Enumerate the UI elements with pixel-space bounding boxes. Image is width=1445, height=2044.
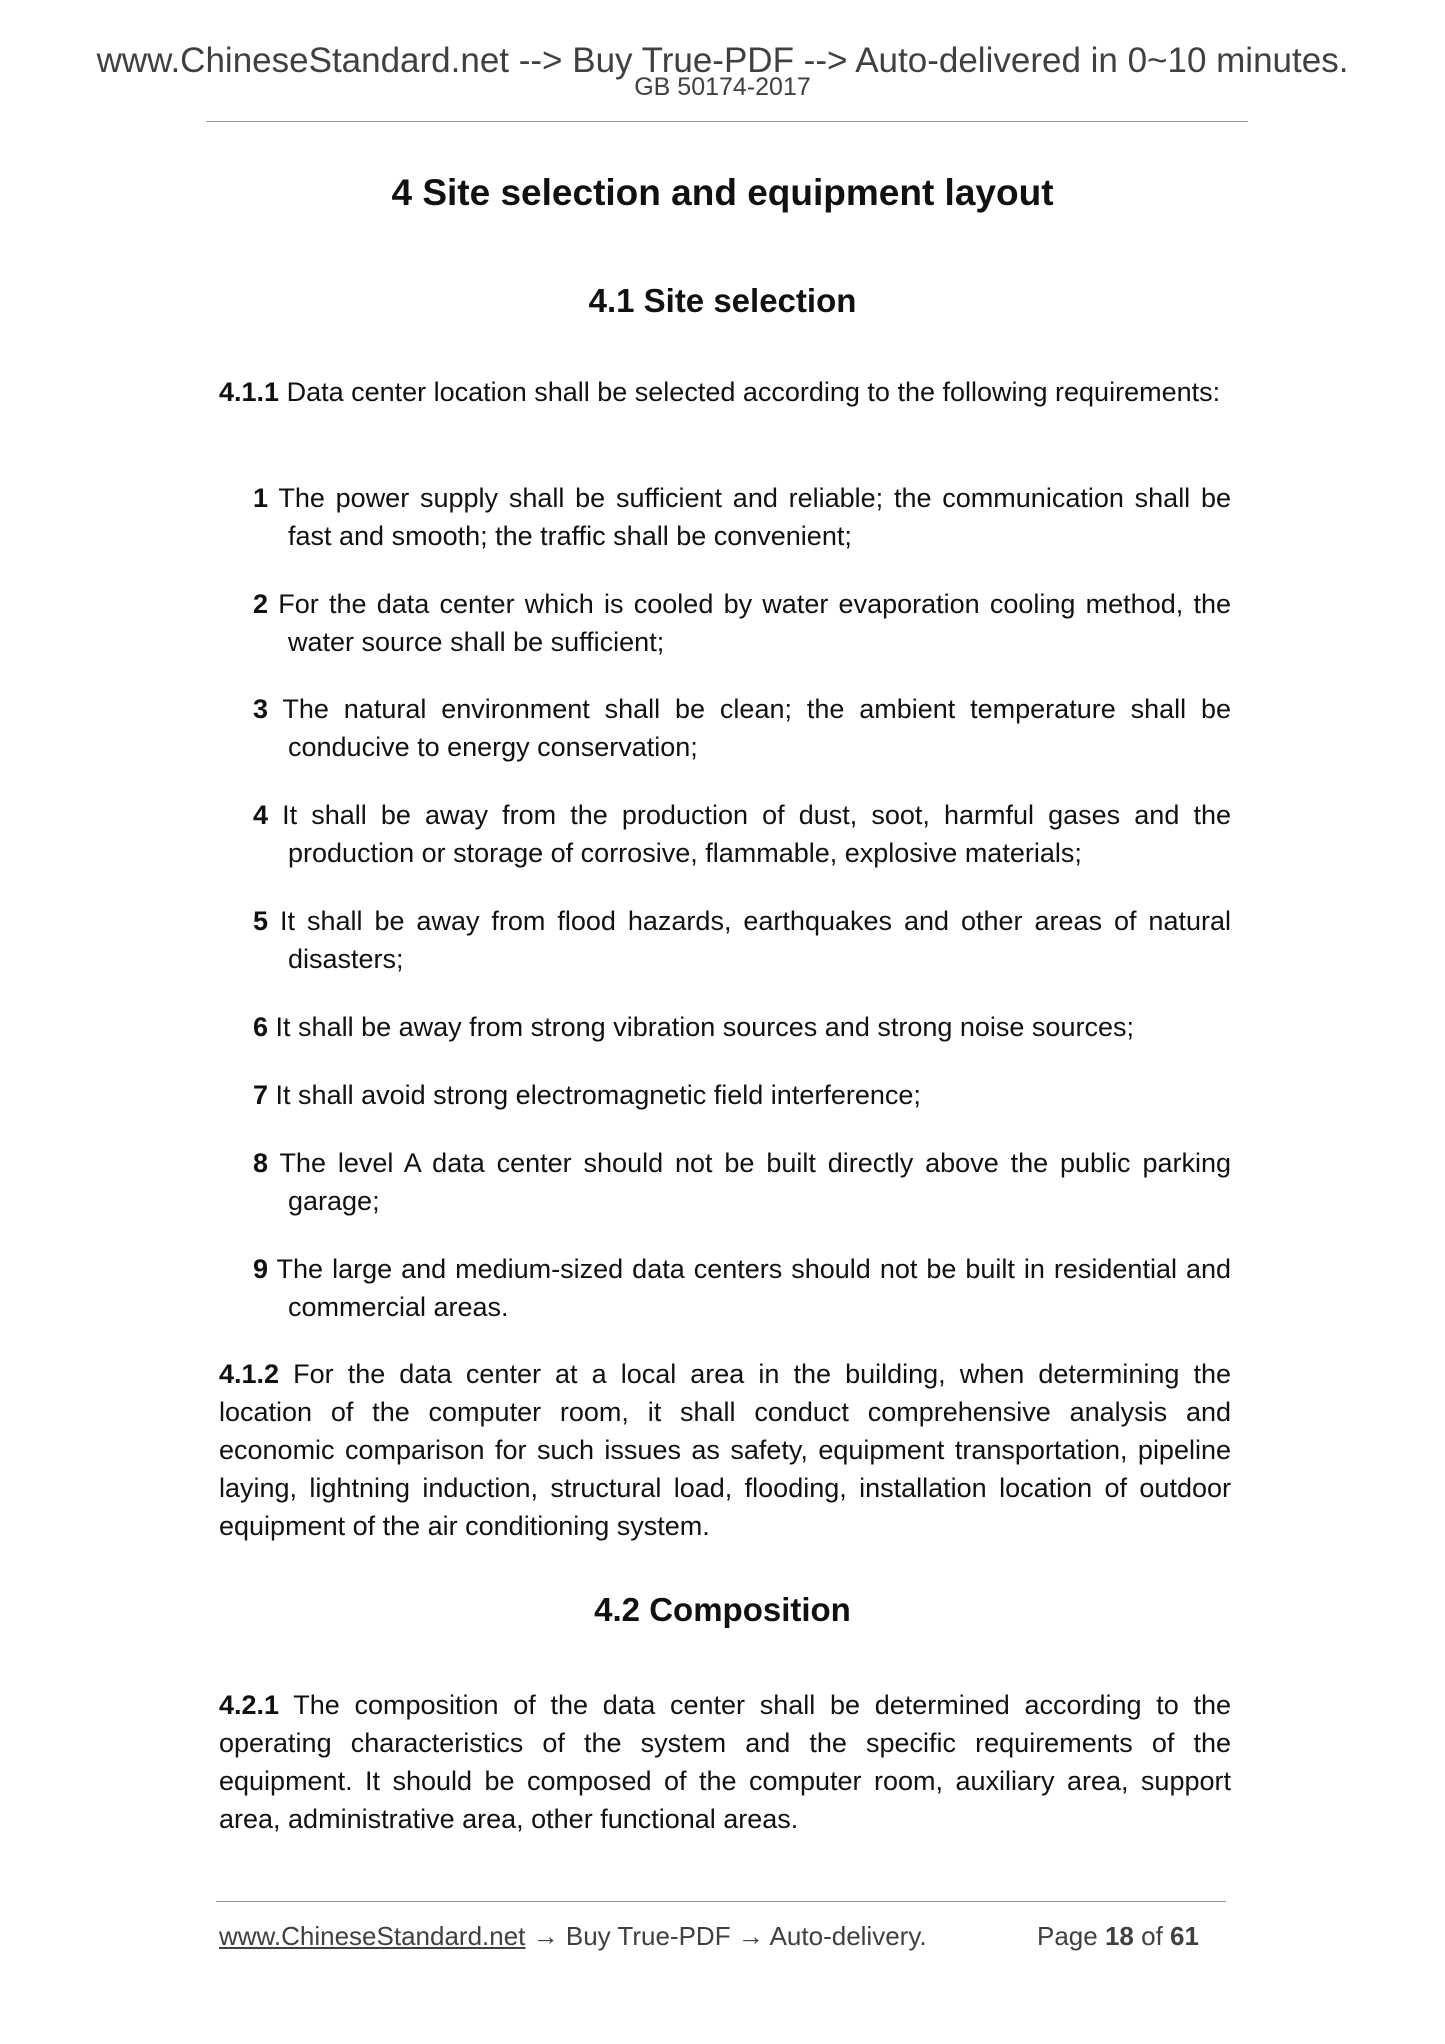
item-text: It shall avoid strong electromagnetic field interference; <box>275 1080 921 1110</box>
item-text: For the data center which is cooled by water evaporation cooling method, the water source shall be sufficient; <box>278 589 1231 657</box>
item-number: 4 <box>253 800 269 830</box>
list-item <box>253 585 1231 661</box>
list-item <box>253 902 1231 978</box>
clause-text: For the data center at a local area in the building, when determining the location of the computer room, it shall conduct comprehensive analysis and economic comparison for such issues as safety, equipment transportation, pipeline laying, lightning induction, structural load, flooding, installation location of outdoor equipment of the air conditioning system. <box>219 1359 1231 1541</box>
page-label: Page <box>1037 1921 1098 1951</box>
footer-divider <box>216 1901 1226 1902</box>
clause-number: 4.2.1 <box>219 1690 280 1720</box>
item-number: 2 <box>253 589 269 619</box>
of-label: of <box>1141 1921 1163 1951</box>
section-title-4-1: 4.1 Site selection <box>588 282 857 319</box>
item-text: The large and medium-sized data centers should not be built in residential and commercial areas. <box>276 1254 1232 1322</box>
list-item <box>253 479 1231 555</box>
page-total: 61 <box>1170 1921 1199 1951</box>
page-number: 18 <box>1104 1921 1134 1951</box>
item-text: It shall be away from flood hazards, earthquakes and other areas of natural disasters; <box>280 906 1231 974</box>
list-item <box>253 796 1231 872</box>
item-text: The power supply shall be sufficient and reliable; the communication shall be fast and smooth; the traffic shall be convenient; <box>278 483 1232 551</box>
list-item <box>253 1250 1231 1326</box>
page-indicator <box>1037 1919 1199 1953</box>
item-text: It shall be away from the production of dust, soot, harmful gases and the production or storage of corrosive, flammable, explosive materials; <box>282 800 1231 868</box>
clause-number: 4.1.2 <box>219 1359 280 1389</box>
list-item <box>253 690 1231 766</box>
item-text: The natural environment shall be clean; the ambient temperature shall be conducive to energy conservation; <box>282 694 1231 762</box>
standard-code: GB 50174-2017 <box>634 73 811 101</box>
footer-promo <box>219 1919 927 1953</box>
item-number: 7 <box>253 1080 269 1110</box>
clause-text: The composition of the data center shall be determined according to the operating characteristics of the system and the specific requirements of the equipment. It should be composed of the computer room, auxiliary area, support area, administrative area, other functional areas. <box>219 1690 1232 1834</box>
item-number: 8 <box>253 1148 269 1178</box>
footer-link[interactable]: www.ChineseStandard.net <box>219 1921 526 1951</box>
header-banner: www.ChineseStandard.net --> Buy True-PDF --> Auto-delivered in 0~10 minutes. <box>96 41 1349 80</box>
clause-4-2-1 <box>219 1686 1231 1838</box>
item-text: It shall be away from strong vibration sources and strong noise sources; <box>275 1012 1134 1042</box>
footer-tail: → Buy True-PDF → Auto-delivery. <box>532 1921 927 1951</box>
item-text: The level A data center should not be built directly above the public parking garage; <box>279 1148 1232 1216</box>
item-number: 1 <box>253 483 269 513</box>
item-number: 9 <box>253 1254 269 1284</box>
section-title-4-2: 4.2 Composition <box>594 1591 851 1628</box>
clause-number: 4.1.1 <box>219 377 280 407</box>
item-number: 6 <box>253 1012 269 1042</box>
clause-4-1-2 <box>219 1355 1231 1545</box>
list-item <box>253 1144 1231 1220</box>
list-item <box>253 1008 1231 1046</box>
header-divider <box>206 121 1248 122</box>
clause-4-1-1 <box>219 373 1231 411</box>
chapter-title: 4 Site selection and equipment layout <box>391 172 1054 213</box>
list-item <box>253 1076 1231 1114</box>
item-number: 3 <box>253 694 269 724</box>
clause-text: Data center location shall be selected according to the following requirements: <box>286 377 1221 407</box>
item-number: 5 <box>253 906 269 936</box>
